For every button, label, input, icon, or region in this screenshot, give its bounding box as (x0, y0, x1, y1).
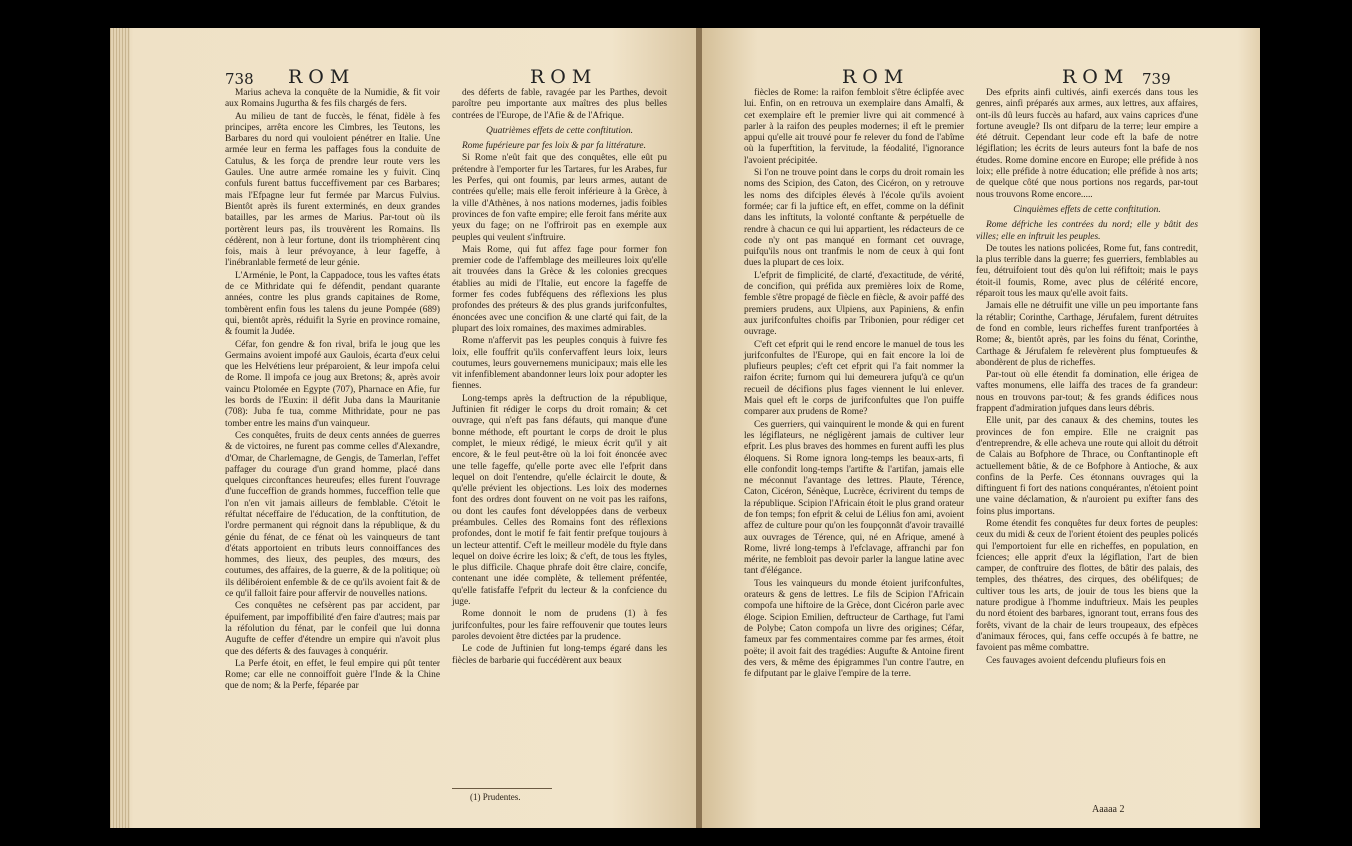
running-header-left-col1: ROM (288, 66, 356, 88)
paragraph: Ces guerriers, qui vainquirent le monde & qui en furent les légiflateurs, ne négligèrent jamais de cultiver leur efprit. Les plus braves des hommes en furent auffi les plus éloquens. Si Rome ignora long-temps les beaux-arts, fi elle confondit long-temps l'artifte & l'artifan, jamais elle ne méconnut l'avantage des lettres. Plaute, Térence, Caton, Cicéron, Sénèque, Lucrèce, écrivirent du temps de la république. Scipion l'Africain étoit le plus grand orateur de fon temps; fon efprit & celui de Lélius fon ami, avoient affez de culture pour qu'on les foupçonnât d'avoir travaillé aux ouvrages de Térence, qui, né en Afrique, amené à Rome, livré long-temps à l'efclavage, affranchi par fon mérite, ne fembloit pas devoir parler la langue latine avec tant d'élégance. (744, 419, 964, 577)
footnote: (1) Prudentes. (470, 792, 521, 802)
right-page-column-2 (976, 88, 1198, 668)
open-book (110, 28, 1260, 828)
paragraph: Céfar, fon gendre & fon rival, brifa le joug que les Germains avoient impofé aux Gaulois, écarta d'eux celui que les Helvétiens leur préparoient, & leur impofa celui de Rome. Il impofa ce joug aux Bretons; &, après avoir vaincu Ptolomée en Egypte (707), Pharnace en Afie, fur les bords de l'Euxin: il défit Juba dans la Mauritanie (708): Juba fe tua, comme Mithridate, pour ne pas tomber entre les mains d'un vainqueur. (225, 339, 440, 429)
page-number-right: 739 (1142, 70, 1171, 88)
paragraph: Rome n'affervit pas les peuples conquis à fuivre fes loix, elle fouffrit qu'ils confervaffent leurs loix, leurs coutumes, leurs gouvernemens municipaux; mais elle les vit infenfiblement abandonner leurs loix pour adopter les fiennes. (452, 336, 667, 392)
paragraph: Rome étendit fes conquêtes fur deux fortes de peuples: ceux du midi & ceux de l'orient étoient des peuples policés qui l'emportoient fur elle en richeffes, en population, en fciences; elle apprit d'eux la légiflation, l'art de bien camper, de conftruire des flottes, de bâtir des palais, des temples, des théatres, des cirques, des obélifques; de cultiver tous les arts, de jouir de tous les biens que la nature prodigue à l'homme induftrieux. Mais les peuples du nord étoient des barbares, ignorant tout, errans fous des forêts, vivant de la chair de leurs troupeaux, des efpèces d'animaux féroces, qui, fans ceffe occupés à fe battre, ne favoient pas même combattre. (976, 518, 1198, 654)
paragraph: Rome donnoit le nom de prudens (1) à fes jurifconfultes, pour les faire reffouvenir que toutes leurs paroles devoient être dictées par la prudence. (452, 609, 667, 642)
left-page (110, 28, 700, 828)
paragraph: Au milieu de tant de fuccès, le fénat, fidèle à fes principes, arrêta encore les Cimbres, les Teutons, les Barbares du nord qui vouloient pénétrer en Italie. Une armée leur en ferma les paffages fous la conduite de Catulus, & les força de prendre leur route vers les Gaules. Une autre armée romaine les y fuivit. Cinq confuls furent battus fucceffivement par ces Barbares; mais l'Efpagne leur fut fermée par Marcus Fulvius. Bientôt après ils furent exterminés, en deux grandes batailles, par les armes de Marius. Par-tout où ils portèrent leurs pas, ils trouvèrent les Romains. Ils cédèrent, non à leur fortune, dont ils triomphèrent cinq fois, mais à leur prévoyance, à leur fageffe, à l'inébranlable fermeté de leur génie. (225, 111, 440, 269)
paragraph: Des efprits ainfi cultivés, ainfi exercés dans tous les genres, ainfi préparés aux armes, aux lettres, aux affaires, ont-ils dû leurs fuccès au hafard, aux vains caprices d'une fortune aveugle? Ils ont difparu de la terre; leur empire a été détruit. Cependant leur code eft la bafe de notre légiflation; les écrits de leurs auteurs font la bafe de nos études. Rome domine encore en Europe; elle préfide à nos loix; elle préfide à notre éducation; elle préfide à nos arts; de quelque côté que nous portions nos regards, par-tout nous trouvons Rome encore..... (976, 88, 1198, 200)
paragraph: Si Rome n'eût fait que des conquêtes, elle eût pu prétendre à l'emporter fur les Tartares, fur les Arabes, fur les Perfes, qui ont foumis, par leurs armes, autant de contrées qu'elle; mais elle feroit inférieure à la Grèce, à la ville d'Athènes, à nos nations modernes, jadis foibles provinces de fon vafte empire; elle feroit fans mérite aux yeux du fage; on ne l'offriroit pas en exemple aux peuples qui veulent s'inftruire. (452, 153, 667, 243)
paragraph: fiècles de Rome: la raifon fembloit s'être éclipfée avec lui. Enfin, on en retrouva un exemplaire dans Amalfi, & cet exemplaire eft le premier livre qui ait commencé à parler à la raifon des peuples modernes; il eft le premier appui qu'elle ait trouvé pour fe relever du fond de l'abîme où la fuperftition, la fervitude, la féodalité, l'ignorance l'avoient précipitée. (744, 88, 964, 166)
paragraph: Elle unit, par des canaux & des chemins, toutes les provinces de fon empire. Elle ne craignit pas d'entreprendre, & elle acheva une route qui alloit du détroit de Calais au Bofphore de Thrace, ou Conftantinople eft actuellement bâtie, & de ce Bofphore à Antioche, & aux confins de la Perfe. Ces étonnans ouvrages qui la diftinguent fi fort des nations conquérantes, n'étoient point une vaine déclamation, & n'auroient pu exifter fans des foins plus importans. (976, 416, 1198, 517)
signature-mark: Aaaaa 2 (1092, 804, 1125, 815)
paragraph: De toutes les nations policées, Rome fut, fans contredit, la plus terrible dans la guerre; fes guerriers, femblables au feu, détruifoient tout dès qu'on lui réfiftoit; mais le pays étoit-il foumis, Rome, avec plus de célérité encore, réparoit tous les maux qu'elle avoit faits. (976, 243, 1198, 300)
right-page-column-1 (744, 88, 964, 681)
paragraph: C'eft cet efprit qui le rend encore le manuel de tous les jurifconfultes de l'Europe, qui en fait encore la loi de plufieurs peuples; c'eft cet efprit qui l'a fait nommer la raifon écrite; furnom qui lui demeurera jufqu'à ce qu'un recueil de décifions plus fages viennent le lui enlever. Mais quel eft le corps de jurifconfultes que l'on puiffe comparer aux prudens de Rome? (744, 339, 964, 418)
section-summary: Rome fupérieure par fes loix & par fa littérature. (462, 141, 646, 152)
paragraph: Mais Rome, qui fut affez fage pour former fon premier code de l'affemblage des meilleures loix qu'elle ait trouvées dans la Grèce & les colonies grecques établies au midi de l'Italie, eut encore la fageffe de former fes codes fubféquens des réflexions les plus profondes des préteurs & des plus grands jurifconfultes, énoncées avec une concifion & une clarté qui fait, de la plupart des loix romaines, des maximes admirables. (452, 244, 667, 334)
section-summary: Rome défriche les contrées du nord; elle y bâtit des villes; elle en inftruit les peuples. (976, 220, 1198, 242)
paragraph: Long-temps après la deftruction de la république, Juftinien fit rédiger le corps du droit romain; & cet ouvrage, qui n'eft pas fans défauts, qui manque d'une bonne méthode, eft pourtant le corps de droit le plus complet, le mieux rédigé, le mieux écrit qu'il y ait encore, & le feul peut-être où la loi foit énoncée avec une telle fageffe, qu'elle porte avec elle l'efprit dans lequel on doit l'entendre, qu'elle éclaircit le doute, & qu'elle prévient les objections. Les loix des modernes font des ordres dont fouvent on ne voit pas les raifons, ou dont les caufes font développées dans de verbeux préambules. Celles des Romains font des réflexions profondes, dont le motif fe fait fentir prefque toujours à un lecteur attentif. C'eft le meilleur modèle du ftyle dans lequel on doive écrire les loix; & c'eft, de tous les ftyles, le plus difficile. Chaque phrafe doit être claire, concife, contenant une idée complète, & tellement préfentée, qu'elle fatisfaffe l'efprit du lecteur & la confcience du juge. (452, 393, 667, 608)
paragraph: La Perfe étoit, en effet, le feul empire qui pût tenter Rome; car elle ne connoiffoit guère l'Inde & la Chine que de nom; & la Perfe, féparée par (225, 658, 440, 692)
paragraph: Marius acheva la conquête de la Numidie, & fit voir aux Romains Jugurtha & fes fils chargés de fers. (225, 88, 440, 110)
running-header-right-col2: ROM (1062, 66, 1130, 88)
footnote-rule (452, 788, 552, 789)
page-number-left: 738 (225, 70, 254, 88)
section-heading: Cinquièmes effets de cette conftitution. (1013, 204, 1161, 215)
paragraph: L'efprit de fimplicité, de clarté, d'exactitude, de vérité, de concifion, qui préfida aux premières loix de Rome, femble s'être propagé de fiècle en fiècle, & avoir paffé des premiers prudens, aux Ulpiens, aux Papiniens, & enfin aux jurifconfultes choifis par Tribonien, pour rédiger cet ouvrage. (744, 270, 964, 338)
page-edges (110, 28, 130, 828)
paragraph: Si l'on ne trouve point dans le corps du droit romain les noms des Scipion, des Caton, des Cicéron, on y retrouve les noms des difciples élevés à l'école qu'ils avoient formée; car fi la juftice eft, en effet, comme on la définit dans les inftituts, la volonté conftante & perpétuelle de rendre à chacun ce qui lui appartient, les rédacteurs de ce code n'y ont pas manqué en formant cet ouvrage, puifqu'ils nous ont tranfmis le nom de ceux à qui font dues la plupart de ces loix. (744, 168, 964, 269)
paragraph: Ces fauvages avoient defcendu plufieurs fois en (986, 655, 1166, 666)
paragraph: des déferts de fable, ravagée par les Parthes, devoit paroître peu importante aux maîtres des plus belles contrées de l'Europe, de l'Afie & de l'Afrique. (452, 88, 667, 121)
running-header-left-col2: ROM (530, 66, 598, 88)
paragraph: L'Arménie, le Pont, la Cappadoce, tous les vaftes états de ce Mithridate qui fe défendit, pendant quarante années, contre les plus grands capitaines de Rome, tombèrent enfin fous les talens du jeune Pompée (689) qui, bientôt après, réduifit la Syrie en province romaine, & foumit la Judée. (225, 270, 440, 338)
right-page (702, 28, 1260, 828)
section-heading: Quatrièmes effets de cette conftitution. (486, 125, 633, 136)
left-page-column-2 (452, 88, 667, 668)
running-header-right-col1: ROM (842, 66, 910, 88)
paragraph: Par-tout où elle étendit fa domination, elle érigea de vaftes monumens, elle laiffa des traces de fa grandeur: nous en trouvons par-tout; & fes grands édifices nous frappent d'admiration jufques dans leurs débris. (976, 370, 1198, 415)
paragraph: Tous les vainqueurs du monde étoient jurifconfultes, orateurs & gens de lettres. Le fils de Scipion l'Africain compofa une hiftoire de la Grèce, dont Cicéron parle avec éloge. Scipion Emilien, deftructeur de Carthage, fut l'ami de Polybe; Caton compofa un livre des origines; Céfar, fameux par fes commentaires comme par fes armes, étoit poëte; il avoit fait des tragédies: Augufte & Antoine firent des vers, & même des épigrammes l'un contre l'autre, en fe difputant par le glaive l'empire de la terre. (744, 578, 964, 680)
paragraph: Ces conquêtes, fruits de deux cents années de guerres & de victoires, ne furent pas comme celles d'Alexandre, d'Omar, de Charlemagne, de Gengis, de Tamerlan, l'effet paffager du courage d'un grand homme, placé dans quelques circonftances heureufes; elles furent l'ouvrage d'une fucceffion de grands hommes, fucceffion telle que l'on n'en vit jamais ailleurs de femblable. C'étoit le réfultat néceffaire de l'éducation, de la conftitution, de l'ordre permanent qui régnoit dans la république, & du génie du fénat, de ce fénat où les vainqueurs de tant d'états apportoient en tributs leurs connoiffances des hommes, des lieux, des peuples, des mœurs, des coutumes, des affaires, de la guerre, & de la politique; où ils délibéroient enfemble & de ce qu'ils avoient fait & de ce qu'il falloit faire pour affervir de nouvelles nations. (225, 430, 440, 600)
paragraph: Ces conquêtes ne cefsèrent pas par accident, par épuifement, par impoffibilité d'en faire d'autres; mais par la réfolution du fénat, par le confeil que lui donna Augufte de ceffer d'étendre un empire qui n'avoit plus que des déferts & des fauvages à conquérir. (225, 601, 440, 657)
paragraph: Le code de Juftinien fut long-temps égaré dans les fiècles de barbarie qui fuccédèrent aux beaux (452, 644, 667, 666)
left-page-column-1 (225, 88, 440, 694)
paragraph: Jamais elle ne détruifit une ville un peu importante fans la rétablir; Corinthe, Carthage, Jérufalem, furent détruites de fond en comble, leurs richeffes furent tranfportées à Rome; &, bientôt après, par les foins du fénat, Corinthe, Carthage & Jérufalem fe relevèrent plus fomptueufes & abondèrent de plus de richeffes. (976, 301, 1198, 368)
